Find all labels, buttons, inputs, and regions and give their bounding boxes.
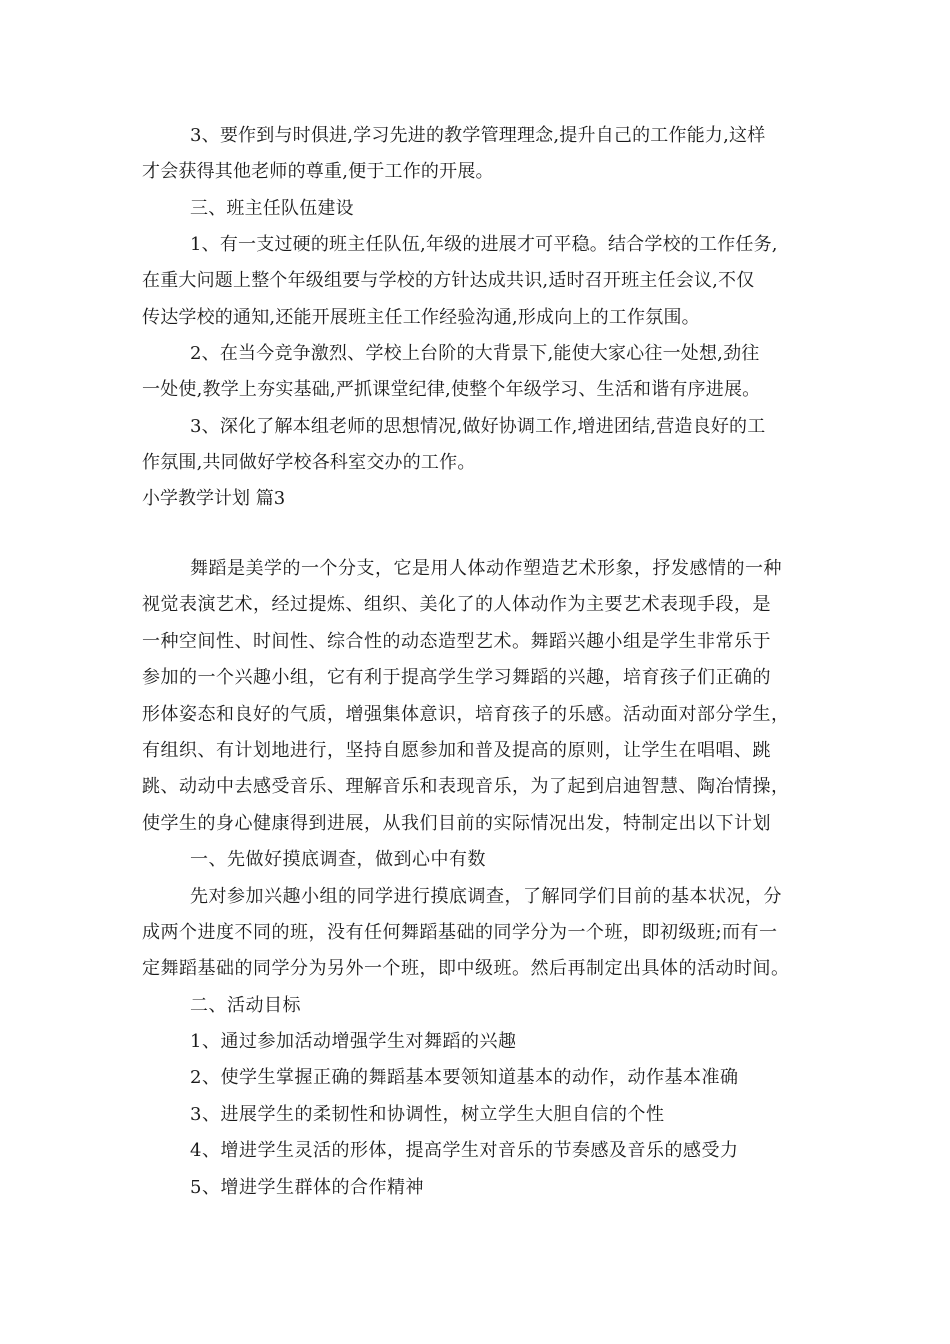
section-heading: 一、先做好摸底调查，做到心中有数 bbox=[190, 849, 486, 870]
paragraph-line: 视觉表演艺术，经过提炼、组织、美化了的人体动作为主要艺术表现手段，是 bbox=[142, 594, 771, 615]
list-item: 3、进展学生的柔韧性和协调性，树立学生大胆自信的个性 bbox=[190, 1104, 665, 1125]
paragraph-line: 成两个进度不同的班，没有任何舞蹈基础的同学分为一个班，即初级班;而有一 bbox=[142, 922, 778, 943]
paragraph-line: 跳、动动中去感受音乐、理解音乐和表现音乐，为了起到启迪智慧、陶冶情操， bbox=[142, 776, 790, 797]
list-item: 2、使学生掌握正确的舞蹈基本要领知道基本的动作，动作基本准确 bbox=[190, 1067, 739, 1088]
section-title: 小学教学计划 篇3 bbox=[142, 488, 286, 509]
paragraph-line: 传达学校的通知,还能开展班主任工作经验沟通,形成向上的工作氛围。 bbox=[142, 307, 700, 328]
section-heading: 二、活动目标 bbox=[190, 995, 301, 1016]
section-heading: 三、班主任队伍建设 bbox=[190, 198, 354, 219]
paragraph-line: 作氛围,共同做好学校各科室交办的工作。 bbox=[142, 452, 476, 473]
paragraph-line: 形体姿态和良好的气质，增强集体意识，培育孩子的乐感。活动面对部分学生， bbox=[142, 704, 790, 725]
paragraph-line: 3、要作到与时俱进,学习先进的教学管理理念,提升自己的工作能力,这样 bbox=[190, 125, 766, 146]
paragraph-line: 使学生的身心健康得到进展，从我们目前的实际情况出发，特制定出以下计划 bbox=[142, 813, 771, 834]
paragraph-line: 2、在当今竞争激烈、学校上台阶的大背景下,能使大家心往一处想,劲往 bbox=[190, 343, 760, 364]
paragraph-line: 1、有一支过硬的班主任队伍,年级的进展才可平稳。结合学校的工作任务, bbox=[190, 234, 778, 255]
paragraph-line: 舞蹈是美学的一个分支，它是用人体动作塑造艺术形象，抒发感情的一种 bbox=[190, 558, 782, 579]
paragraph-line: 先对参加兴趣小组的同学进行摸底调查，了解同学们目前的基本状况，分 bbox=[190, 886, 782, 907]
list-item: 4、增进学生灵活的形体，提高学生对音乐的节奏感及音乐的感受力 bbox=[190, 1140, 739, 1161]
paragraph-line: 参加的一个兴趣小组，它有利于提高学生学习舞蹈的兴趣，培育孩子们正确的 bbox=[142, 667, 771, 688]
paragraph-line: 定舞蹈基础的同学分为另外一个班，即中级班。然后再制定出具体的活动时间。 bbox=[142, 958, 790, 979]
paragraph-line: 才会获得其他老师的尊重,便于工作的开展。 bbox=[142, 161, 494, 182]
paragraph-line: 3、深化了解本组老师的思想情况,做好协调工作,增进团结,营造良好的工 bbox=[190, 416, 766, 437]
paragraph-line: 有组织、有计划地进行，坚持自愿参加和普及提高的原则，让学生在唱唱、跳 bbox=[142, 740, 771, 761]
paragraph-line: 在重大问题上整个年级组要与学校的方针达成共识,适时召开班主任会议,不仅 bbox=[142, 270, 755, 291]
paragraph-line: 一种空间性、时间性、综合性的动态造型艺术。舞蹈兴趣小组是学生非常乐于 bbox=[142, 631, 771, 652]
list-item: 5、增进学生群体的合作精神 bbox=[190, 1177, 424, 1198]
list-item: 1、通过参加活动增强学生对舞蹈的兴趣 bbox=[190, 1031, 517, 1052]
paragraph-line: 一处使,教学上夯实基础,严抓课堂纪律,使整个年级学习、生活和谐有序进展。 bbox=[142, 379, 761, 400]
